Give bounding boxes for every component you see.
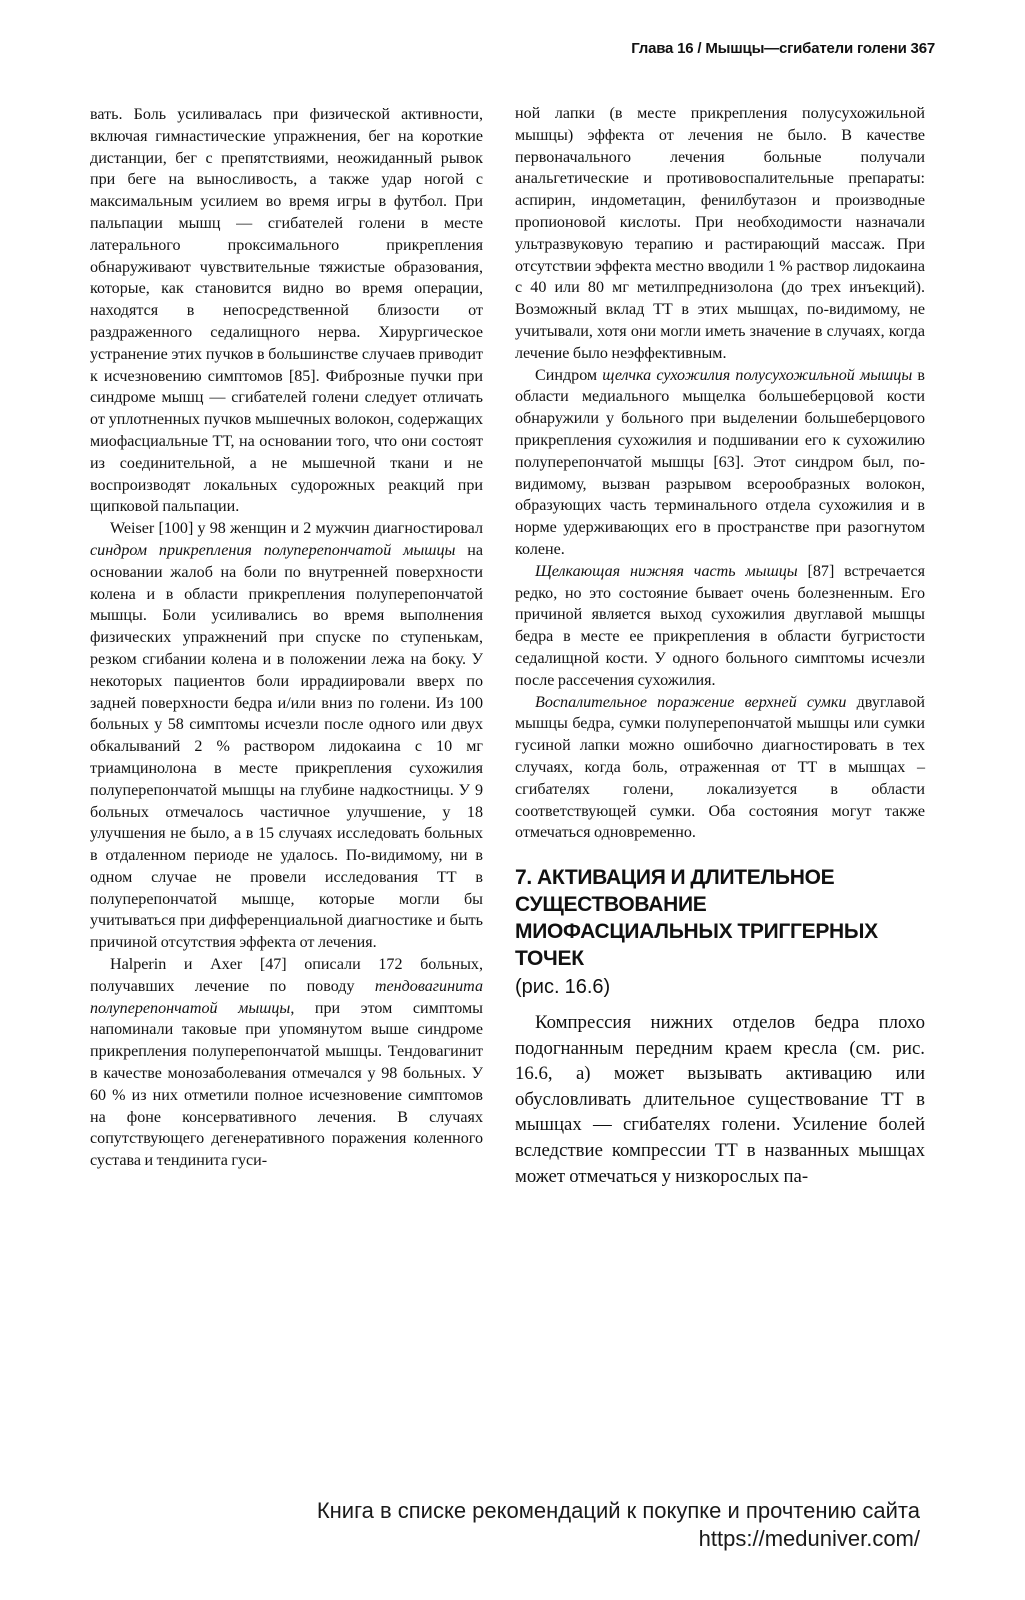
right-p4-text-b: двуглавой мышцы бедра, сумки полуперепончатой мышцы или сумки гусиной лапки можно ошибочно диагностировать в тех случаях, когда боль, отраженная от ТТ в мышцах – сгибателях голени, локализуется в области соответствующей сумки. Оба состояния могут также отмечаться одновременно. [515,693,925,842]
left-p3-text-b: , при этом симптомы напоминали таковые при упомянутом выше синдроме прикрепления полуперепончатой мышцы. Тендовагинит в качестве монозаболевания отмечался у 98 больных. У 60 % из них отметили полное исчезновение симптомов на фоне консервативного лечения. В случаях сопутствующего дегенеративного поражения коленного сустава и тендинита гуси- [90,999,483,1170]
right-paragraph-5: Компрессия нижних отделов бедра плохо подогнанным передним краем кресла (см. рис. 16.6, а) может вызывать активацию или обусловливать длительное существование ТТ в мышцах — сгибателях голени. Усиление болей вследствие компрессии ТТ в названных мышцах может отмечаться у низкорослых па- [515,1012,925,1187]
right-paragraph-4 [515,692,925,845]
right-column [515,103,925,1189]
right-p2-emphasis: щелчка сухожилия полусухожильной мышцы [602,366,913,384]
left-paragraph-1: вать. Боль усиливалась при физической активности, включая гимнастические упражнения, бег на короткие дистанции, бег с препятствиями, неожиданный рывок при беге на выносливость, а также удар ногой с максимальным усилием во время игры в футбол. При пальпации мышц — сгибателей голени в месте латерального проксимального прикрепления обнаруживают чувствительные тяжистые образования, которые, как становится видно во время операции, находятся в непосредственной близости от раздраженного седалищного нерва. Хирургическое устранение этих пучков в большинстве случаев приводит к исчезновению симптомов [85]. Фиброзные пучки при синдроме мышц — сгибателей голени следует отличать от уплотненных пучков мышечных волокон, содержащих миофасциальные ТТ, на основании того, что они состоят из соединительной, а не мышечной ткани и не воспроизводят локальных судорожных реакций при щипковой пальпации. [90,106,483,516]
left-p2-text-a: Weiser [100] у 98 женщин и 2 мужчин диагностировал [110,520,483,538]
left-paragraph-3 [90,954,483,1172]
right-p2-text-a: Синдром [535,366,603,384]
section-figure-ref: (рис. 16.6) [515,976,611,999]
section-title: 7. АКТИВАЦИЯ И ДЛИТЕЛЬНОЕ СУЩЕСТВОВАНИЕ МИОФАСЦИАЛЬНЫХ ТРИГГЕРНЫХ ТОЧЕК [515,866,878,971]
left-column [90,104,483,1172]
footer-watermark: Книга в списке рекомендаций к покупке и прочтению сайта https://meduniver.com/ [316,1498,920,1551]
left-p3-emphasis: тендовагинита полуперепончатой мышцы [90,977,483,1017]
left-p2-text-b: на основании жалоб на боли по внутренней поверхности колена и в области прикрепления полуперепончатой мышцы. Боли усиливались во время выполнения физических упражнений при спуске по ступенькам, резком сгибании колена и в положении лежа на боку. У некоторых пациентов боли иррадиировали вверх по задней поверхности бедра и/или вниз по голени. Из 100 больных у 58 симптомы исчезли после одного или двух обкалываний 2 % раствором лидокаина с 10 мг триамцинолона в месте прикрепления сухожилия полуперепончатой мышцы на глубине надкостницы. У 9 больных отмечалось частичное улучшение, у 18 улучшения не было, а в 15 случаях исследовать больных в отдаленном периоде не удалось. По-видимому, ни в одном случае не провели исследования ТТ в полуперепончатой мышце, которые могли бы учитываться при дифференциальной диагностике и быть причиной отсутствия эффекта от лечения. [90,541,484,952]
left-p3-text-a: Halperin и Axer [47] описали 172 больных, получавших лечение по поводу [90,956,483,995]
right-p3-text-b: [87] встречается редко, но это состояние бывает очень болезненным. Его причиной является выход сухожилия двуглавой мышцы бедра в месте ее прикрепления в области бугристости седалищной кости. У одного больного симптомы исчезли после рассечения сухожилия. [515,562,925,689]
running-header: Глава 16 / Мышцы—сгибатели голени 367 [631,40,935,57]
left-paragraph-2 [90,518,483,954]
right-p2-text-b: в области медиального мыщелка большеберцовой кости обнаружили у больного при выделении большеберцового прикрепления сухожилия и подшивании его к сухожилию полуперепончатой мышцы [63]. Этот синдром был, по-видимому, вызван разрывом всерообразных волокон, образующих часть терминального отдела сухожилия и в норме удерживающих его в пространстве при разогнутом колене. [515,366,925,558]
left-p2-emphasis: синдром прикрепления полуперепончатой мышцы [90,541,456,559]
right-paragraph-1: ной лапки (в месте прикрепления полусухожильной мышцы) эффекта от лечения не было. В качестве первоначального лечения больные получали анальгетические и противовоспалительные препараты: аспирин, индометацин, фенилбутазон и производные пропионовой кислоты. При необходимости назначали ультразвуковую терапию и растирающий массаж. При отсутствии эффекта местно вводили 1 % раствор лидокаина с 40 или 80 мг метилпреднизолона (до трех инъекций). Возможный вклад ТТ в этих мышцах, по-видимому, не учитывали, хотя они могли иметь значение в случаях, когда лечение было неэффективным. [515,105,925,362]
right-p3-emphasis: Щелкающая нижняя часть мышцы [535,562,798,580]
right-paragraph-3 [515,561,925,692]
right-p4-emphasis: Воспалительное поражение верхней сумки [535,693,847,711]
right-paragraph-2 [515,365,925,561]
